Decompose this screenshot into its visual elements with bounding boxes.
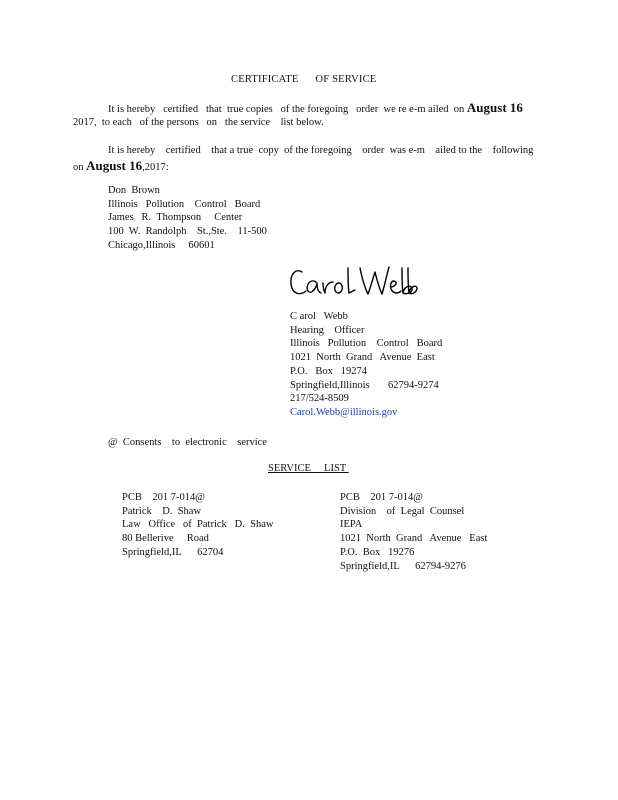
entry-line: Springfield,IL 62704 (122, 546, 224, 558)
recipient-line: Don Brown (108, 185, 160, 196)
signer-email-link[interactable]: Carol.Webb@illinois.gov (290, 406, 398, 418)
signer-street: 1021 North Grand Avenue East (290, 352, 435, 364)
paragraph-2-line-1: It is hereby certified that a true copy of the foregoing order was e-m ailed to the following (108, 145, 534, 156)
entry-line: Division of Legal Counsel (340, 505, 465, 517)
paragraph-1-text: It is hereby certified that true copies of the foregoing order we re e-m ailed on (108, 104, 467, 115)
consent-note: @ Consents to electronic service (108, 437, 267, 448)
entry-line: Law Office of Patrick D. Shaw (122, 519, 274, 531)
signer-po-box: P.O. Box 19274 (290, 365, 368, 377)
paragraph-1-date: August 16 (466, 100, 523, 115)
signer-title: Hearing Officer (290, 324, 365, 336)
entry-line: PCB 201 7-014@ (340, 492, 423, 503)
signer-org: Illinois Pollution Control Board (290, 338, 443, 350)
entry-line: Patrick D. Shaw (122, 505, 202, 517)
recipient-line: James R. Thompson Center (108, 212, 243, 224)
paragraph-2-date: August 16 (86, 158, 143, 173)
service-list-entry (340, 491, 487, 573)
entry-line: 1021 North Grand Avenue East (340, 533, 488, 545)
service-list-heading: SERVICE LIST (268, 463, 349, 474)
entry-line: IEPA (340, 519, 363, 531)
signer-city: Springfield,Illinois 62794-9274 (290, 379, 439, 391)
document-title: CERTIFICATE OF SERVICE (231, 74, 377, 85)
recipient-line: 100 W. Randolph St.,Ste. 11-500 (108, 226, 267, 238)
recipient-line: Illinois Pollution Control Board (108, 198, 261, 210)
signer-name: C arol Webb (290, 311, 348, 322)
paragraph-2-prefix: on (73, 162, 87, 173)
service-list-entry (122, 491, 273, 560)
signer-phone: 217/524-8509 (290, 393, 349, 405)
entry-line: 80 Bellerive Road (122, 533, 209, 545)
entry-line: Springfield,IL 62794-9276 (340, 560, 466, 572)
handwritten-signature (288, 262, 418, 302)
paragraph-1-line-1 (108, 101, 523, 116)
paragraph-1-line-2: 2017, to each of the persons on the service list below. (73, 117, 324, 128)
signer-block (290, 310, 442, 420)
entry-line: PCB 201 7-014@ (122, 492, 205, 503)
recipient-address (108, 184, 267, 253)
paragraph-2-suffix: ,2017: (142, 162, 169, 173)
entry-line: P.O. Box 19276 (340, 546, 415, 558)
paragraph-2-line-2 (73, 159, 169, 174)
recipient-line: Chicago,Illinois 60601 (108, 239, 215, 251)
